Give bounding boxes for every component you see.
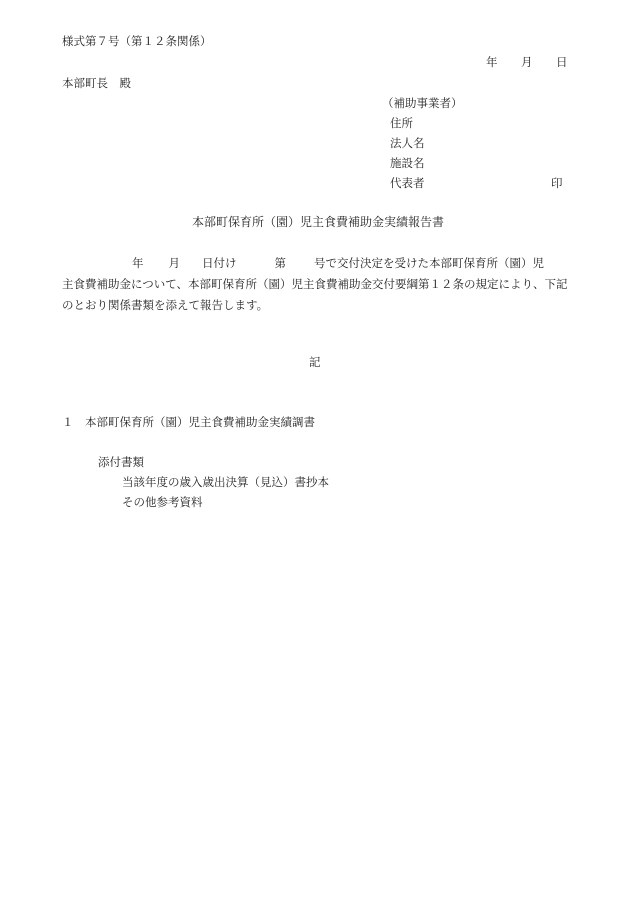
date-year: 年	[486, 55, 498, 69]
attachment-item: 当該年度の歳入歳出決算（見込）書抄本	[122, 475, 329, 489]
representative-label: 代表者	[390, 176, 425, 190]
item-1: １ 本部町保育所（園）児主食費補助金実績調書	[62, 415, 315, 429]
attachment-item: その他参考資料	[122, 495, 203, 509]
body-line1-rest: 号で交付決定を受けた本部町保育所（園）児	[314, 256, 544, 270]
date-day: 日	[556, 55, 568, 69]
ki-heading: 記	[309, 355, 321, 369]
facility-label: 施設名	[390, 156, 425, 170]
seal-mark: 印	[551, 176, 563, 190]
applicant-header: （補助事業者）	[382, 96, 463, 110]
body-number: 第	[274, 256, 286, 270]
attachments-label: 添付書類	[98, 455, 144, 469]
body-year: 年	[132, 256, 144, 270]
addressee: 本部町長 殿	[62, 76, 131, 90]
body-month: 月	[168, 256, 180, 270]
document-title: 本部町保育所（園）児主食費補助金実績報告書	[192, 215, 445, 229]
body-line-2: 主食費補助金について、本部町保育所（園）児主食費補助金交付要綱第１２条の規定により、下記	[62, 277, 568, 291]
form-number: 様式第７号（第１２条関係）	[62, 34, 212, 48]
body-dated: 日付け	[202, 256, 237, 270]
date-month: 月	[521, 55, 533, 69]
address-label: 住所	[390, 116, 413, 130]
body-paragraph	[62, 253, 572, 316]
body-line-1	[62, 253, 572, 274]
corporation-label: 法人名	[390, 136, 425, 150]
body-line-3: のとおり関係書類を添えて報告します。	[62, 298, 269, 312]
